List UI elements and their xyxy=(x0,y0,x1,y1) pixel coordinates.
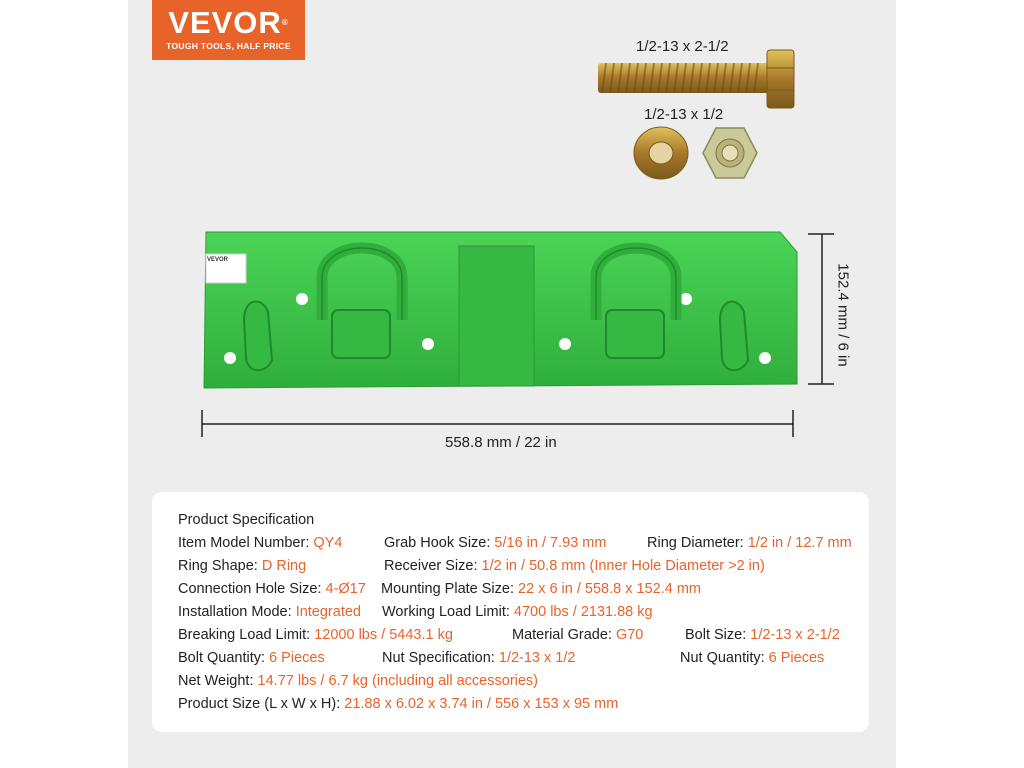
bolt-size-label: 1/2-13 x 2-1/2 xyxy=(636,38,729,55)
spec-connection-hole: Connection Hole Size: 4-Ø17 xyxy=(178,581,366,597)
plate-height-label: 152.4 mm / 6 in xyxy=(834,263,852,367)
mounting-hole xyxy=(224,352,236,364)
mounting-hole xyxy=(559,338,571,350)
spec-breaking-load-limit: Breaking Load Limit: 12000 lbs / 5443.1 kg xyxy=(178,627,453,643)
mounting-hole xyxy=(680,293,692,305)
lock-nut-icon xyxy=(703,128,757,178)
spec-nut-quantity: Nut Quantity: 6 Pieces xyxy=(680,650,825,666)
logo-registered-mark: ® xyxy=(281,18,289,27)
product-specification-card xyxy=(152,492,869,732)
mounting-hole xyxy=(422,338,434,350)
spec-material-grade: Material Grade: G70 xyxy=(512,627,644,643)
mounting-hole xyxy=(296,293,308,305)
width-dimension-line xyxy=(202,410,793,437)
spec-ring-diameter: Ring Diameter: 1/2 in / 12.7 mm xyxy=(647,535,852,551)
mounting-hole xyxy=(759,352,771,364)
spec-working-load-limit: Working Load Limit: 4700 lbs / 2131.88 kg xyxy=(382,604,653,620)
logo-brand: VEVOR xyxy=(168,5,282,40)
spec-product-size: Product Size (L x W x H): 21.88 x 6.02 x 3.74 in / 556 x 153 x 95 mm xyxy=(178,696,619,712)
grab-hook-left xyxy=(244,302,272,371)
bolt-icon xyxy=(598,50,794,108)
grab-hook-right xyxy=(720,302,748,371)
spec-grab-hook-size: Grab Hook Size: 5/16 in / 7.93 mm xyxy=(384,535,607,551)
spec-installation-mode: Installation Mode: Integrated xyxy=(178,604,361,620)
spec-mounting-plate-size: Mounting Plate Size: 22 x 6 in / 558.8 x 152.4 mm xyxy=(381,581,701,597)
spec-receiver-size: Receiver Size: 1/2 in / 50.8 mm (Inner Hole Diameter >2 in) xyxy=(384,558,765,574)
sticker-brand: VEVOR xyxy=(207,257,229,263)
washer-icon xyxy=(634,127,688,179)
logo-tagline: TOUGH TOOLS, HALF PRICE xyxy=(166,41,291,51)
plate-width-label: 558.8 mm / 22 in xyxy=(445,434,557,451)
spec-net-weight: Net Weight: 14.77 lbs / 6.7 kg (including all accessories) xyxy=(178,673,539,689)
spec-title: Product Specification xyxy=(178,512,315,528)
spec-item-model: Item Model Number: QY4 xyxy=(178,535,343,551)
nut-size-label: 1/2-13 x 1/2 xyxy=(644,106,724,123)
spec-nut-specification: Nut Specification: 1/2-13 x 1/2 xyxy=(382,650,576,666)
spec-ring-shape: Ring Shape: D Ring xyxy=(178,558,307,574)
mounting-plate xyxy=(204,232,797,388)
spec-bolt-quantity: Bolt Quantity: 6 Pieces xyxy=(178,650,325,666)
spec-bolt-size: Bolt Size: 1/2-13 x 2-1/2 xyxy=(685,627,840,643)
